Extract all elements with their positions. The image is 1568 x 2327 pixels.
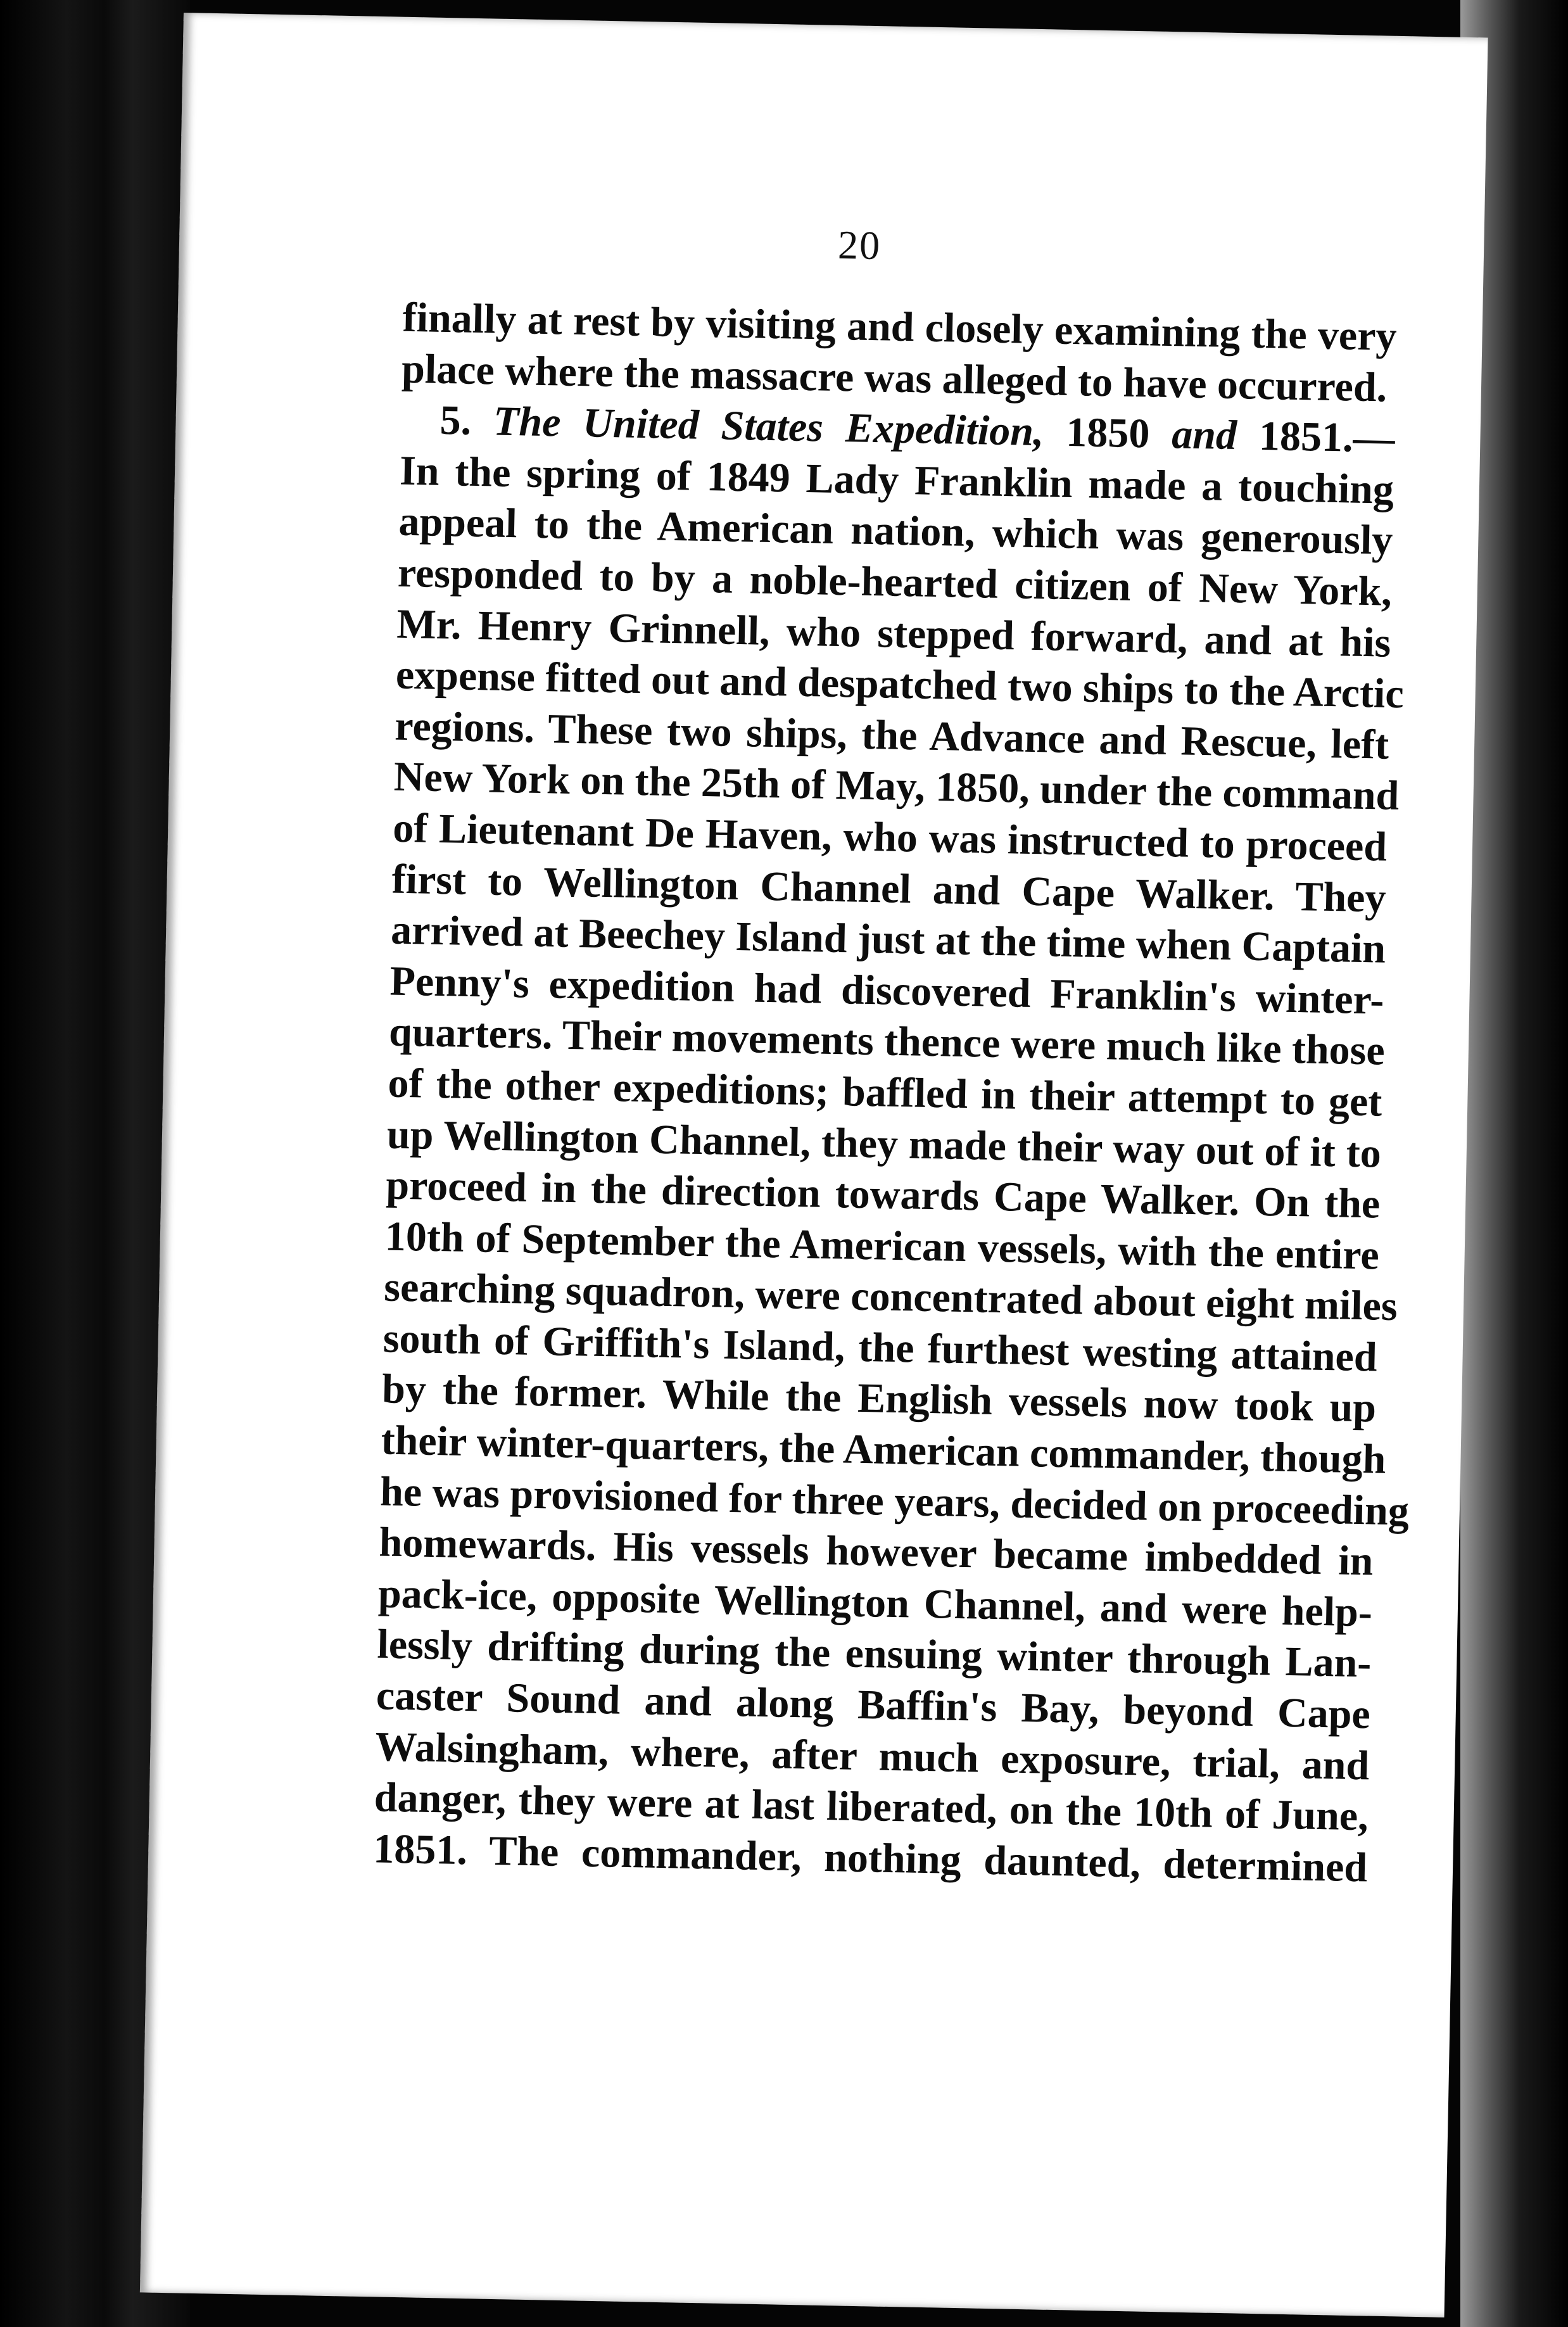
text-line: lessly drifting during the ensuing winter through Lan- [376,1621,1372,1687]
book-page [140,13,1488,2317]
text-line: of Lieutenant De Haven, who was instructed to proceed [392,804,1388,870]
text-line: their winter-quarters, the American commander, though [381,1417,1387,1483]
text-line: he was provisioned for three years, decided on proceeding [379,1468,1410,1535]
text-line: quarters. Their movements thence were much like those [388,1008,1386,1075]
text-line: Walsingham, where, after much exposure, trial, and [374,1723,1370,1789]
text-line: arrived at Beechey Island just at the time when Captain [390,906,1386,972]
heading-year-1: 1850 [1065,409,1151,457]
text-line: 1851. The commander, nothing daunted, determined [372,1825,1368,1891]
page-number: 20 [837,222,882,269]
text-line: appeal to the American nation, which was generously [398,498,1394,564]
text-line: south of Griffith's Island, the furthest westing attained [383,1315,1378,1381]
text-line: proceed in the direction towards Cape Walker. On the [385,1162,1381,1227]
text-line: by the former. While the English vessels now took up [381,1366,1377,1432]
text-line: place where the massacre was alleged to have occurred. [401,345,1388,411]
heading-number: 5. [439,397,472,445]
heading-title: The United States Expedition, [493,398,1045,455]
text-line: danger, they were at last liberated, on the 10th of June, [374,1774,1369,1840]
text-line: caster Sound and along Baffin's Bay, beyond Cape [376,1672,1371,1738]
text-line: expense fitted out and despatched two ships to the Arctic [395,651,1405,718]
text-line: up Wellington Channel, they made their way out of it to [386,1110,1382,1177]
text-line: first to Wellington Channel and Cape Walker. They [391,856,1387,922]
text-line: 10th of September the American vessels, with the entire [384,1213,1380,1279]
text-line: of the other expeditions; baffled in their attempt to get [387,1060,1383,1125]
heading-year-2: 1851.— [1258,412,1396,462]
text-line: searching squadron, were concentrated about eight miles [383,1264,1398,1330]
text-line: responded to by a noble-hearted citizen of New York, [397,549,1393,615]
text-line: In the spring of 1849 Lady Franklin made a touching [399,447,1394,513]
text-line: homewards. His vessels however became imbedded in [378,1519,1374,1585]
text-line: New York on the 25th of May, 1850, under the command [393,753,1400,820]
text-line: regions. These two ships, the Advance and Rescue, left [394,702,1389,768]
text-line: pack-ice, opposite Wellington Channel, and were help- [377,1570,1373,1636]
body-text [372,293,1410,1894]
text-line: Mr. Henry Grinnell, who stepped forward, and at his [396,600,1391,666]
text-line: finally at rest by visiting and closely examining the very [402,294,1398,360]
heading-and: and [1171,411,1237,459]
text-line: Penny's expedition had discovered Franklin's winter- [389,958,1385,1024]
